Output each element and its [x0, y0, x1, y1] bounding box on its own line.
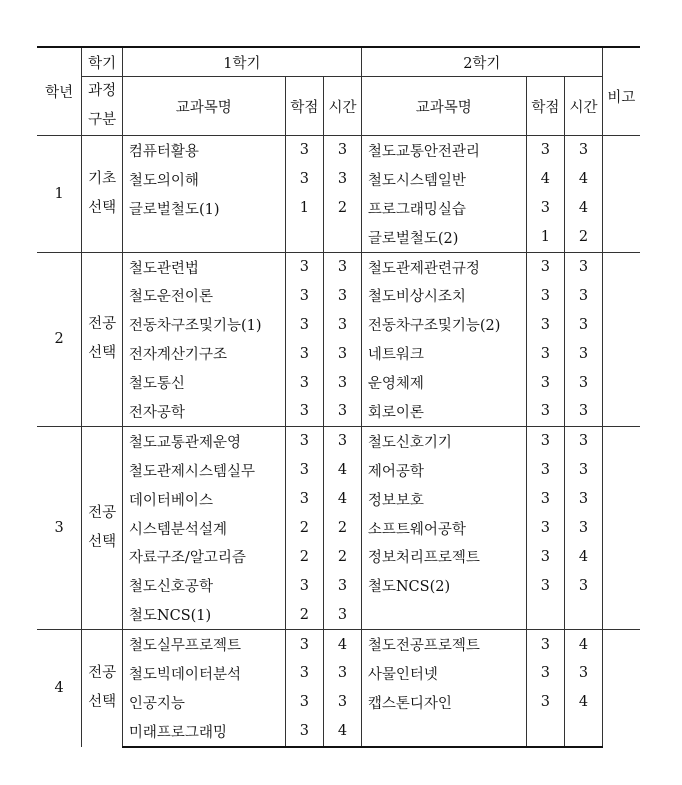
sem1-hours: 3: [324, 659, 362, 688]
table-row: [37, 542, 640, 571]
sem1-hours: 3: [324, 571, 362, 600]
table-row: [37, 339, 640, 368]
sem1-credits: [285, 223, 324, 252]
note-cell: [602, 136, 640, 253]
sem2-credits: 3: [526, 397, 565, 426]
sem2-credits: 3: [526, 426, 565, 455]
note-cell: [602, 426, 640, 629]
sem2-subject: 정보보호: [361, 485, 526, 514]
year-cell: 4: [37, 630, 82, 747]
table-row: [37, 456, 640, 485]
sem1-credits: 3: [285, 397, 324, 426]
sem2-credits: 3: [526, 514, 565, 543]
sem1-credits: 3: [285, 717, 324, 747]
sem2-subject: 철도신호기기: [361, 426, 526, 455]
table-row: [37, 688, 640, 717]
sem2-subject: 철도전공프로젝트: [361, 630, 526, 659]
sem1-credits: 3: [285, 368, 324, 397]
sem1-hours: 3: [324, 281, 362, 310]
year-cell: 1: [37, 136, 82, 253]
sem1-subject: 시스템분석설계: [122, 514, 285, 543]
sem1-credits: 3: [285, 165, 324, 194]
sem2-hours: 3: [565, 368, 603, 397]
sem1-hours: 2: [324, 194, 362, 223]
note-cell: [602, 252, 640, 426]
sem2-subject: 사물인터넷: [361, 659, 526, 688]
sem1-credits: 2: [285, 542, 324, 571]
sem2-hours: 3: [565, 571, 603, 600]
header-subject-1: 교과목명: [122, 77, 285, 136]
sem2-hours: 4: [565, 165, 603, 194]
header-term-label: 학기: [82, 47, 123, 77]
sem2-hours: 3: [565, 281, 603, 310]
sem2-subject: 소프트웨어공학: [361, 514, 526, 543]
sem1-credits: 3: [285, 310, 324, 339]
sem1-hours: 4: [324, 485, 362, 514]
course-type-cell: [82, 630, 123, 747]
sem2-hours: 3: [565, 310, 603, 339]
sem1-hours: 3: [324, 397, 362, 426]
sem1-subject: [122, 223, 285, 252]
sem1-subject: 글로벌철도(1): [122, 194, 285, 223]
header-note: 비고: [602, 47, 640, 136]
sem2-hours: 3: [565, 426, 603, 455]
course-type-line1: 전공: [88, 665, 117, 682]
sem1-credits: 3: [285, 630, 324, 659]
sem2-credits: 3: [526, 194, 565, 223]
sem2-subject: 정보처리프로젝트: [361, 542, 526, 571]
sem2-credits: 3: [526, 571, 565, 600]
header-subject-2: 교과목명: [361, 77, 526, 136]
sem2-credits: 3: [526, 339, 565, 368]
year-cell: 3: [37, 426, 82, 629]
sem2-credits: 3: [526, 485, 565, 514]
sem1-hours: 2: [324, 542, 362, 571]
header-course-type: [82, 77, 123, 136]
header-hours-1: 시간: [324, 77, 362, 136]
table-row: [37, 485, 640, 514]
sem1-hours: 3: [324, 339, 362, 368]
sem1-hours: 2: [324, 514, 362, 543]
sem1-credits: 3: [285, 659, 324, 688]
table-row: [37, 310, 640, 339]
sem1-hours: 3: [324, 165, 362, 194]
sem2-subject: 회로이론: [361, 397, 526, 426]
course-type-line2: 선택: [88, 534, 117, 551]
sem2-subject: 제어공학: [361, 456, 526, 485]
table-header: [37, 47, 640, 136]
course-type-cell: [82, 426, 123, 629]
sem1-credits: 3: [285, 339, 324, 368]
sem1-hours: 4: [324, 717, 362, 747]
table-row: [37, 717, 640, 747]
sem1-hours: 3: [324, 426, 362, 455]
sem1-credits: 3: [285, 456, 324, 485]
table-row: [37, 659, 640, 688]
sem2-subject: 철도비상시조치: [361, 281, 526, 310]
sem1-subject: 컴퓨터활용: [122, 136, 285, 165]
sem1-subject: 철도관련법: [122, 252, 285, 281]
sem2-hours: 3: [565, 659, 603, 688]
sem2-hours: 3: [565, 252, 603, 281]
header-semester-1: 1학기: [122, 47, 361, 77]
sem1-subject: 철도교통관제운영: [122, 426, 285, 455]
course-type-line1: 전공: [88, 505, 117, 522]
table-row: [37, 281, 640, 310]
sem2-credits: 4: [526, 165, 565, 194]
sem1-hours: [324, 223, 362, 252]
sem2-credits: [526, 717, 565, 747]
sem1-credits: 2: [285, 600, 324, 629]
sem1-subject: 전자공학: [122, 397, 285, 426]
sem2-subject: [361, 717, 526, 747]
sem1-credits: 1: [285, 194, 324, 223]
sem2-credits: 3: [526, 310, 565, 339]
table-row: [37, 397, 640, 426]
curriculum-table: [37, 46, 640, 748]
sem2-subject: 철도시스템일반: [361, 165, 526, 194]
sem1-subject: 전자계산기구조: [122, 339, 285, 368]
year-cell: 2: [37, 252, 82, 426]
year-group-2: [37, 252, 640, 426]
sem2-credits: 3: [526, 456, 565, 485]
sem1-hours: 3: [324, 368, 362, 397]
table-row: [37, 223, 640, 252]
sem2-subject: 운영체제: [361, 368, 526, 397]
header-course-type-line1: 과정: [88, 83, 117, 99]
header-year: 학년: [37, 47, 82, 136]
year-group-3: [37, 426, 640, 629]
sem1-credits: 3: [285, 426, 324, 455]
sem2-hours: 3: [565, 514, 603, 543]
sem1-subject: 철도운전이론: [122, 281, 285, 310]
sem1-hours: 3: [324, 600, 362, 629]
sem1-credits: 3: [285, 136, 324, 165]
course-type-line1: 전공: [88, 316, 117, 333]
table-row: [37, 600, 640, 629]
sem2-subject: 철도교통안전관리: [361, 136, 526, 165]
sem2-hours: 4: [565, 542, 603, 571]
sem1-subject: 미래프로그래밍: [122, 717, 285, 747]
table-row: [37, 136, 640, 165]
table-row: [37, 571, 640, 600]
sem2-subject: 철도관제관련규정: [361, 252, 526, 281]
sem2-credits: [526, 600, 565, 629]
sem1-credits: 3: [285, 252, 324, 281]
sem2-hours: [565, 600, 603, 629]
sem1-hours: 4: [324, 456, 362, 485]
course-type-line2: 선택: [88, 345, 117, 362]
sem1-subject: 철도의이해: [122, 165, 285, 194]
course-type-line2: 선택: [88, 694, 117, 711]
sem2-credits: 3: [526, 659, 565, 688]
sem2-hours: 4: [565, 688, 603, 717]
sem1-subject: 철도실무프로젝트: [122, 630, 285, 659]
sem1-credits: 3: [285, 571, 324, 600]
sem2-hours: 3: [565, 397, 603, 426]
table-row: [37, 252, 640, 281]
course-type-line1: 기초: [88, 170, 117, 187]
sem2-subject: [361, 600, 526, 629]
sem2-hours: 3: [565, 339, 603, 368]
sem1-credits: 2: [285, 514, 324, 543]
sem2-subject: 프로그래밍실습: [361, 194, 526, 223]
sem2-subject: 네트워크: [361, 339, 526, 368]
sem1-subject: 철도관제시스템실무: [122, 456, 285, 485]
sem1-hours: 3: [324, 310, 362, 339]
sem1-subject: 자료구조/알고리즘: [122, 542, 285, 571]
course-type-line2: 선택: [88, 199, 117, 216]
sem1-hours: 3: [324, 688, 362, 717]
sem2-subject: 전동차구조및기능(2): [361, 310, 526, 339]
sem2-credits: 3: [526, 136, 565, 165]
note-cell: [602, 630, 640, 747]
header-hours-2: 시간: [565, 77, 603, 136]
sem1-hours: 3: [324, 136, 362, 165]
sem2-hours: [565, 717, 603, 747]
sem2-credits: 3: [526, 542, 565, 571]
year-group-4: [37, 630, 640, 747]
sem1-hours: 4: [324, 630, 362, 659]
sem2-subject: 캡스톤디자인: [361, 688, 526, 717]
sem2-credits: 3: [526, 281, 565, 310]
sem2-hours: 4: [565, 630, 603, 659]
header-semester-2: 2학기: [361, 47, 602, 77]
sem2-subject: 철도NCS(2): [361, 571, 526, 600]
sem1-subject: 데이터베이스: [122, 485, 285, 514]
header-credits-2: 학점: [526, 77, 565, 136]
table-row: [37, 165, 640, 194]
sem2-hours: 4: [565, 194, 603, 223]
sem1-credits: 3: [285, 485, 324, 514]
sem2-credits: 3: [526, 630, 565, 659]
sem2-credits: 3: [526, 688, 565, 717]
sem1-hours: 3: [324, 252, 362, 281]
header-credits-1: 학점: [285, 77, 324, 136]
table-row: [37, 426, 640, 455]
sem2-hours: 3: [565, 485, 603, 514]
sem1-subject: 철도빅데이터분석: [122, 659, 285, 688]
sem1-credits: 3: [285, 688, 324, 717]
course-type-cell: [82, 252, 123, 426]
header-course-type-line2: 구분: [88, 112, 117, 128]
table-row: [37, 368, 640, 397]
course-type-cell: [82, 136, 123, 253]
table-row: [37, 514, 640, 543]
sem2-credits: 3: [526, 368, 565, 397]
sem2-subject: 글로벌철도(2): [361, 223, 526, 252]
sem2-credits: 1: [526, 223, 565, 252]
sem1-subject: 철도NCS(1): [122, 600, 285, 629]
sem2-hours: 3: [565, 136, 603, 165]
sem1-subject: 철도통신: [122, 368, 285, 397]
sem2-credits: 3: [526, 252, 565, 281]
sem1-subject: 전동차구조및기능(1): [122, 310, 285, 339]
year-group-1: [37, 136, 640, 253]
sem2-hours: 3: [565, 456, 603, 485]
sem1-subject: 철도신호공학: [122, 571, 285, 600]
sem1-credits: 3: [285, 281, 324, 310]
sem1-subject: 인공지능: [122, 688, 285, 717]
sem2-hours: 2: [565, 223, 603, 252]
table-row: [37, 630, 640, 659]
table-row: [37, 194, 640, 223]
